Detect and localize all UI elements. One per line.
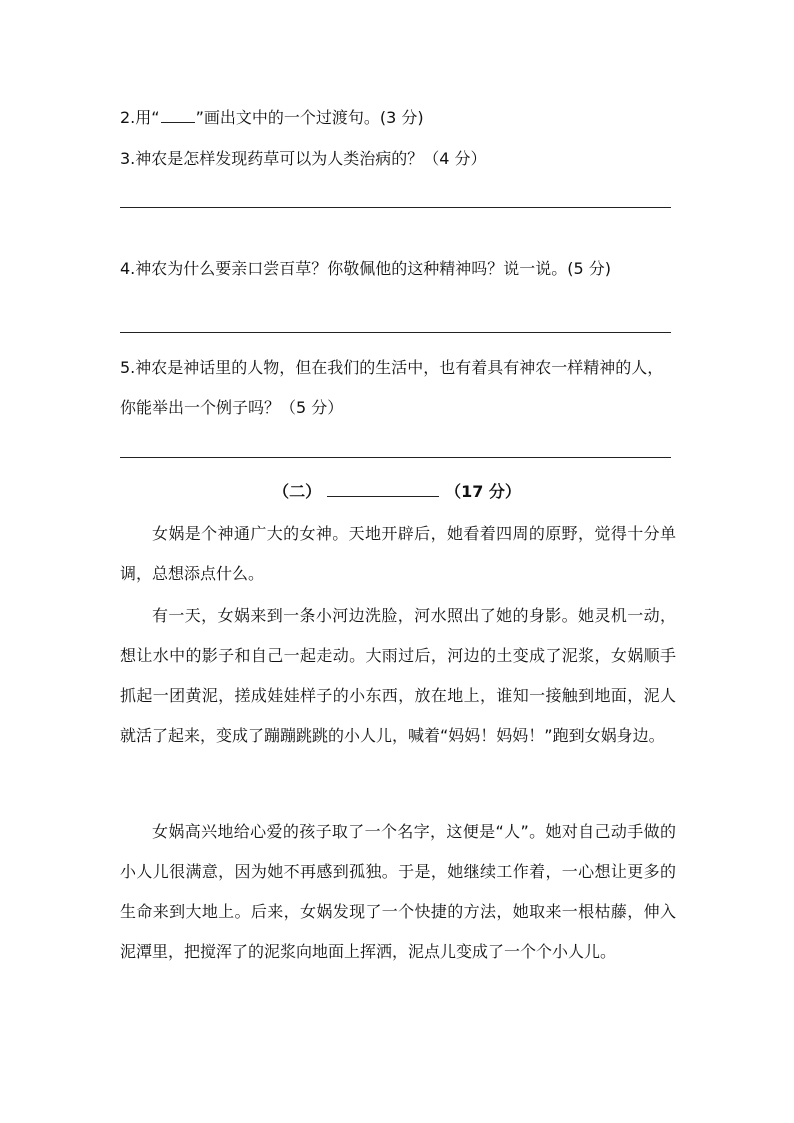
answer-line-q3[interactable] [120,207,671,208]
answer-line-q5[interactable] [120,457,671,458]
section-2-heading [0,476,794,508]
section-title-blank[interactable] [327,478,439,497]
question-2-text-before: 2.用“ [120,108,160,127]
answer-line-q4[interactable] [120,332,671,333]
question-3: 3.神农是怎样发现药草可以为人类治病的？（4 分） [120,149,487,168]
section-2-suffix: （17 分） [445,482,521,501]
passage-paragraph-2: 有一天，女娲来到一条小河边洗脸，河水照出了她的身影。她灵机一动，想让水中的影子和自己一起走动。大雨过后，河边的土变成了泥浆，女娲顺手抓起一团黄泥，搓成娃娃样子的小东西，放在地上，谁知一接触到地面，泥人就活了起来，变成了蹦蹦跳跳的小人儿，喊着“妈妈！妈妈！”跑到女娲身边。 [120,606,676,745]
answer-blank[interactable] [161,108,195,123]
section-2-prefix: （二） [273,482,322,501]
question-4: 4.神农为什么要亲口尝百草？你敬佩他的这种精神吗？说一说。(5 分) [120,259,612,278]
question-5: 5.神农是神话里的人物，但在我们的生活中，也有着具有神农一样精神的人，你能举出一个例子吗？（5 分） [120,358,664,417]
passage-paragraph-1: 女娲是个神通广大的女神。天地开辟后，她看着四周的原野，觉得十分单调，总想添点什么。 [120,524,676,583]
passage-paragraph-3: 女娲高兴地给心爱的孩子取了一个名字，这便是“人”。她对自己动手做的小人儿很满意，因为她不再感到孤独。于是，她继续工作着，一心想让更多的生命来到大地上。后来，女娲发现了一个快捷的方法，她取来一根枯藤，伸入泥潭里，把搅浑了的泥浆向地面上挥洒，泥点儿变成了一个个小人儿。 [120,822,676,961]
question-2-text-after: ”画出文中的一个过渡句。(3 分) [195,108,424,127]
question-2 [120,98,675,138]
